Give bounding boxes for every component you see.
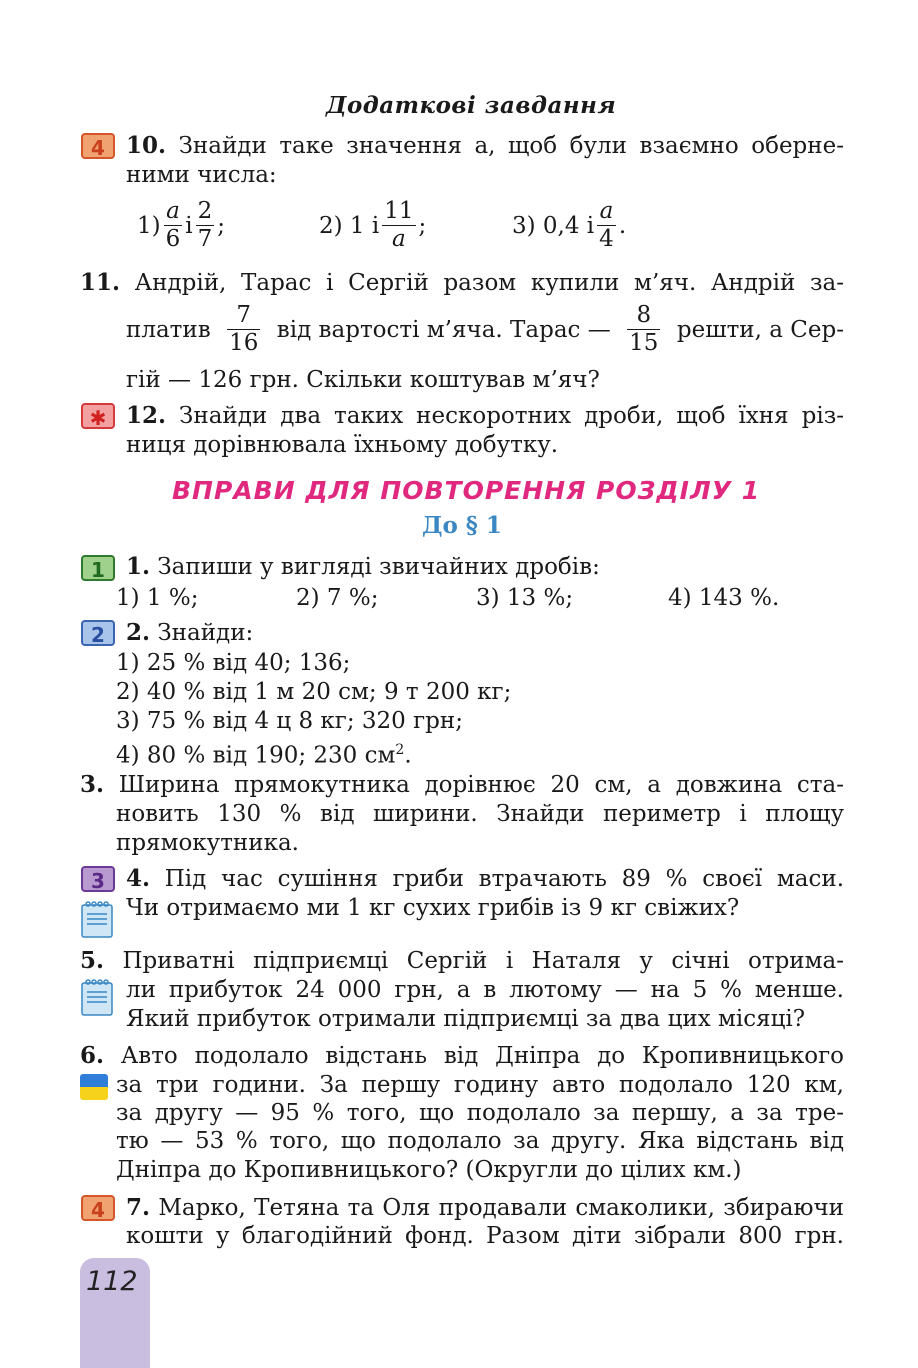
fraction: $\frac{2}{7}$ bbox=[197, 198, 213, 252]
exercise-5-line-2: ли прибуток 24 000 грн, а в лютому — на 5 % менше. bbox=[126, 977, 844, 1003]
fraction: $\frac{7}{16}$ bbox=[229, 302, 259, 356]
exercise-3-line-2: новить 130 % від ширини. Знайди периметр і площу bbox=[116, 801, 844, 827]
exercise-1-option-3: 3) 13 %; bbox=[476, 585, 574, 611]
subsection-title: До § 1 bbox=[422, 512, 502, 539]
fraction: $\frac{11}{a}$ bbox=[384, 198, 414, 252]
task-11-line-3: гій — 126 грн. Скільки коштував м’яч? bbox=[126, 367, 600, 393]
task-12-line-1: 12. Знайди два таких нескоротних дроби, щоб їхня різ- bbox=[126, 402, 845, 429]
star-badge: ✱ bbox=[81, 403, 115, 429]
fraction: $\frac{a}{6}$ bbox=[165, 198, 181, 252]
exercise-2-item-1: 1) 25 % від 40; 136; bbox=[116, 650, 351, 676]
exercise-1-option-2: 2) 7 %; bbox=[296, 585, 379, 611]
task-10-option-3: 3) 0,4 і $\frac{a}{4}$ . bbox=[512, 198, 627, 252]
task-11-line-1: 11. Андрій, Тарас і Сергій разом купили м’яч. Андрій за- bbox=[80, 269, 845, 296]
exercise-6-line-4: тю — 53 % того, що подолало за другу. Яка відстань від bbox=[116, 1128, 844, 1154]
page-number: 112 bbox=[86, 1266, 138, 1297]
exercise-7-line-2: кошти у благодійний фонд. Разом діти зібрали 800 грн. bbox=[126, 1223, 844, 1249]
exercise-1-line: 1. Запиши у вигляді звичайних дробів: bbox=[126, 553, 600, 580]
task-11-line-2: платив $\frac{7}{16}$ від вартості м’яча. Тарас — $\frac{8}{15}$ решти, а Сер- bbox=[126, 302, 844, 356]
task-10-option-1: 1) $\frac{a}{6}$ і $\frac{2}{7}$ ; bbox=[137, 198, 225, 252]
level-badge-1: 1 bbox=[81, 555, 115, 581]
task-10-line-2: ними числа: bbox=[126, 162, 277, 188]
exercise-3-line-1: 3. Ширина прямокутника дорівнює 20 см, а довжина ста- bbox=[80, 771, 844, 798]
task-number: 10. bbox=[126, 132, 167, 159]
section-title: ВПРАВИ ДЛЯ ПОВТОРЕННЯ РОЗДІЛУ 1 bbox=[172, 476, 761, 505]
exercise-6-line-5: Дніпра до Кропивницького? (Округли до цілих км.) bbox=[116, 1157, 742, 1183]
level-badge-4: 4 bbox=[81, 133, 115, 159]
ukraine-flag-icon bbox=[80, 1074, 108, 1100]
extra-tasks-title: Додаткові завдання bbox=[326, 92, 617, 119]
level-badge-4: 4 bbox=[81, 1195, 115, 1221]
exercise-6-line-1: 6. Авто подолало відстань від Дніпра до Кропивницького bbox=[80, 1042, 844, 1069]
exercise-4-line-2: Чи отримаємо ми 1 кг сухих грибів із 9 кг свіжих? bbox=[126, 895, 740, 921]
exercise-2-item-2: 2) 40 % від 1 м 20 см; 9 т 200 кг; bbox=[116, 679, 512, 705]
exercise-5-line-1: 5. Приватні підприємці Сергій і Наталя у січні отрима- bbox=[80, 947, 844, 974]
task-10-line-1: 10. Знайди таке значення a, щоб були взаємно оберне- bbox=[126, 132, 844, 159]
notepad-icon bbox=[80, 900, 114, 938]
exercise-3-line-3: прямокутника. bbox=[116, 830, 299, 856]
task-10-option-2: 2) 1 і $\frac{11}{a}$ ; bbox=[319, 198, 427, 252]
exercise-4-line-1: 4. Під час сушіння гриби втрачають 89 % своєї маси. bbox=[126, 865, 845, 892]
fraction: $\frac{a}{4}$ bbox=[599, 198, 614, 252]
exercise-2-item-4: 4) 80 % від 190; 230 $см^2$. bbox=[116, 742, 412, 769]
notepad-icon bbox=[80, 978, 114, 1016]
task-12-line-2: ниця дорівнювала їхньому добутку. bbox=[126, 432, 559, 458]
exercise-1-option-4: 4) 143 %. bbox=[668, 585, 780, 611]
exercise-5-line-3: Який прибуток отримали підприємці за два цих місяці? bbox=[126, 1006, 806, 1032]
exercise-1-option-1: 1) 1 %; bbox=[116, 585, 199, 611]
level-badge-3: 3 bbox=[81, 866, 115, 892]
level-badge-2: 2 bbox=[81, 620, 115, 646]
exercise-7-line-1: 7. Марко, Тетяна та Оля продавали смаколики, збираючи bbox=[126, 1194, 844, 1221]
exercise-2-item-3: 3) 75 % від 4 ц 8 кг; 320 грн; bbox=[116, 708, 463, 734]
exercise-6-line-2: за три години. За першу годину авто подолало 120 км, bbox=[116, 1072, 844, 1098]
exercise-2-line: 2. Знайди: bbox=[126, 619, 254, 646]
fraction: $\frac{8}{15}$ bbox=[629, 302, 659, 356]
exercise-6-line-3: за другу — 95 % того, що подолало за першу, а за тре- bbox=[116, 1100, 844, 1126]
